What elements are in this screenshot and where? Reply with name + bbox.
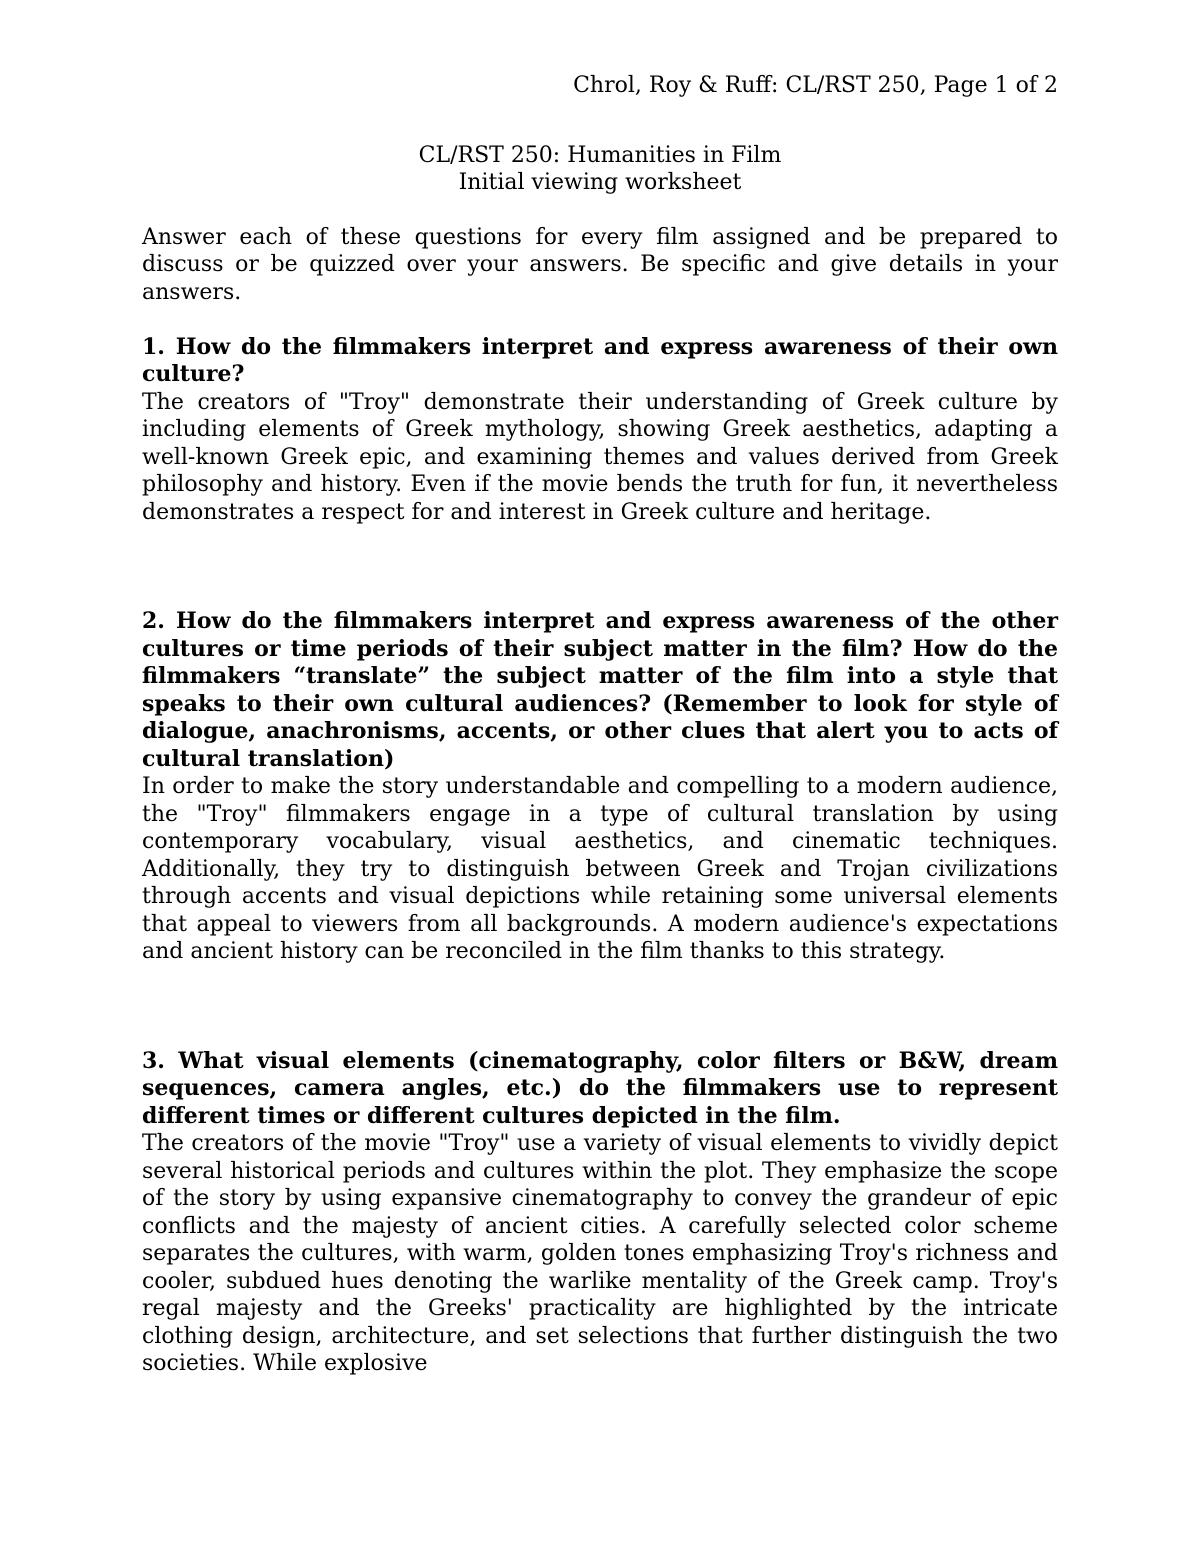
spacer <box>142 526 1058 608</box>
answer-paragraph: The creators of the movie "Troy" use a variety of visual elements to vividly depict several historical periods and cultures within the plot. They emphasize the scope of the story by using expansive cinematography to convey the grandeur of epic conflicts and the majesty of ancient cities. A carefully selected color scheme separates the cultures, with warm, golden tones emphasizing Troy's richness and cooler, subdued hues denoting the warlike mentality of the Greek camp. Troy's regal majesty and the Greeks' practicality are highlighted by the intricate clothing design, architecture, and set selections that further distinguish the two societies. While explosive <box>142 1131 1058 1376</box>
spacer <box>142 306 1058 334</box>
document-page <box>142 72 1058 1378</box>
document-title: CL/RST 250: Humanities in Film <box>418 142 782 168</box>
instructions-paragraph: Answer each of these questions for every film assigned and be prepared to discuss or be quizzed over your answers. Be specific and give details in your answers. <box>142 224 1058 305</box>
running-header: Chrol, Roy & Ruff: CL/RST 250, Page 1 of 2 <box>573 73 1058 98</box>
spacer <box>142 966 1058 1048</box>
question-section-1 <box>142 334 1058 527</box>
answer-paragraph: The creators of "Troy" demonstrate their understanding of Greek culture by including elements of Greek mythology, showing Greek aesthetics, adapting a well-known Greek epic, and examining themes and values derived from Greek philosophy and history. Even if the movie bends the truth for fun, it nevertheless demonstrates a respect for and interest in Greek culture and heritage. <box>142 389 1058 525</box>
document-subtitle: Initial viewing worksheet <box>458 170 742 195</box>
question-heading: 1. How do the filmmakers interpret and express awareness of their own culture? <box>142 333 1058 387</box>
question-section-3 <box>142 1048 1058 1378</box>
question-heading: 2. How do the filmmakers interpret and express awareness of the other cultures or time periods of their subject matter in the film? How do the filmmakers “translate” the subject matter of the film into a style that speaks to their own cultural audiences? (Remember to look for style of dialogue, anachronisms, accents, or other clues that alert you to acts of cultural translation) <box>142 608 1058 772</box>
title-block <box>142 142 1058 197</box>
question-heading: 3. What visual elements (cinematography, color filters or B&W, dream sequences, camera angles, etc.) do the filmmakers use to represent different times or different cultures depicted in the film. <box>142 1047 1058 1129</box>
answer-paragraph: In order to make the story understandable and compelling to a modern audience, the "Troy" filmmakers engage in a type of cultural translation by using contemporary vocabulary, visual aesthetics, and cinematic techniques. Additionally, they try to distinguish between Greek and Trojan civilizations through accents and visual depictions while retaining some universal elements that appeal to viewers from all backgrounds. A modern audience's expectations and ancient history can be reconciled in the film thanks to this strategy. <box>142 774 1058 964</box>
question-section-2 <box>142 608 1058 966</box>
